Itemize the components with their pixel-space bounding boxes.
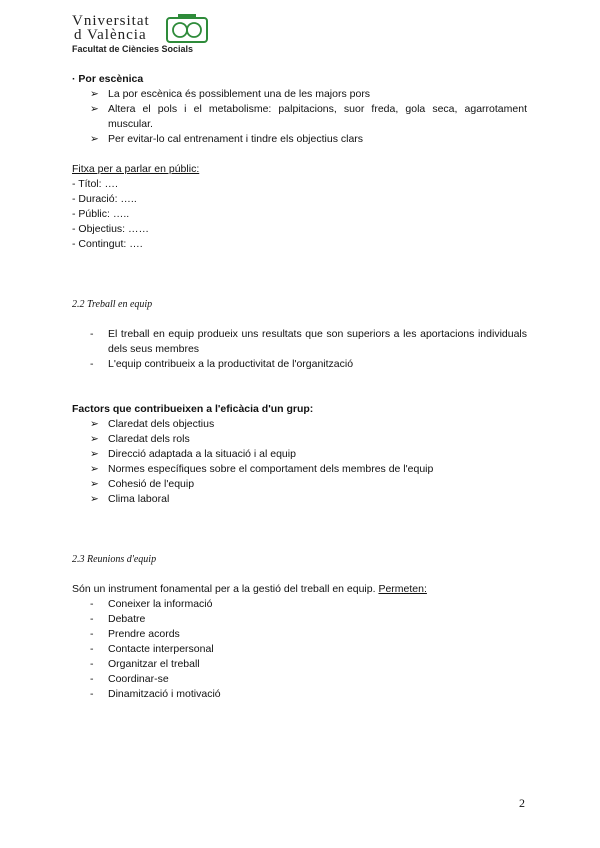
page-content bbox=[72, 72, 527, 702]
dash-bullet: - bbox=[90, 688, 94, 700]
page-number: 2 bbox=[519, 796, 525, 810]
permeten-label: Permeten: bbox=[378, 583, 427, 595]
treball-list bbox=[72, 327, 527, 372]
list-item: - Organitzar el treball bbox=[90, 658, 200, 670]
arrow-bullet-icon: ➢ bbox=[90, 448, 99, 460]
list-item: ➢ Normes específiques sobre el comportament dels membres de l'equip bbox=[90, 463, 434, 475]
logo-faculty: Facultat de Ciències Socials bbox=[72, 44, 194, 54]
dash-bullet: - bbox=[90, 613, 94, 625]
list-item: - El treball en equip produeix uns resultats que son superiors a les aportacions individuals dels seus membres bbox=[90, 328, 527, 355]
arrow-bullet-icon: ➢ bbox=[90, 493, 99, 505]
list-item: ➢ Cohesió de l'equip bbox=[90, 478, 195, 490]
dash-bullet: - bbox=[90, 658, 94, 670]
arrow-bullet-icon: ➢ bbox=[90, 88, 99, 100]
list-item: ➢ La por escènica és possiblement una de les majors pors bbox=[90, 88, 371, 100]
list-item: - Coordinar-se bbox=[90, 673, 169, 685]
list-item: ➢ Direcció adaptada a la situació i al equip bbox=[90, 448, 296, 460]
university-logo bbox=[72, 14, 222, 60]
dash-bullet: - bbox=[90, 328, 94, 340]
arrow-bullet-icon: ➢ bbox=[90, 433, 99, 445]
university-emblem-icon bbox=[166, 14, 208, 44]
arrow-bullet-icon: ➢ bbox=[90, 103, 99, 115]
fitxa-item: - Objectius: …… bbox=[72, 223, 150, 235]
list-item: - L'equip contribueix a la productivitat de l'organització bbox=[90, 358, 354, 370]
logo-line-1: Vniversitat bbox=[72, 13, 150, 29]
heading-treball-en-equip: 2.2 Treball en equip bbox=[72, 299, 153, 310]
heading-reunions: 2.3 Reunions d'equip bbox=[72, 554, 157, 565]
arrow-bullet-icon: ➢ bbox=[90, 463, 99, 475]
fitxa-item: - Títol: …. bbox=[72, 178, 118, 190]
arrow-bullet-icon: ➢ bbox=[90, 133, 99, 145]
dash-bullet: - bbox=[90, 673, 94, 685]
list-item: - Contacte interpersonal bbox=[90, 643, 214, 655]
list-item: ➢ Claredat dels rols bbox=[90, 433, 190, 445]
list-item: ➢ Claredat dels objectius bbox=[90, 418, 215, 430]
list-item: ➢ Altera el pols i el metabolisme: palpitacions, suor freda, gola seca, agarrotament muscular. bbox=[90, 103, 527, 130]
reunions-list bbox=[72, 597, 527, 702]
fitxa-item: - Contingut: …. bbox=[72, 238, 143, 250]
heading-por-escenica: · Por escènica bbox=[72, 73, 144, 85]
logo-line-2: d València bbox=[74, 27, 147, 43]
arrow-bullet-icon: ➢ bbox=[90, 478, 99, 490]
list-item: - Coneixer la informació bbox=[90, 598, 213, 610]
dash-bullet: - bbox=[90, 598, 94, 610]
dash-bullet: - bbox=[90, 358, 94, 370]
list-item: ➢ Per evitar-lo cal entrenament i tindre els objectius clars bbox=[90, 133, 364, 145]
fitxa-title: Fitxa per a parlar en públic: bbox=[72, 163, 200, 175]
fitxa-item: - Duració: ….. bbox=[72, 193, 137, 205]
list-item: ➢ Clima laboral bbox=[90, 493, 170, 505]
escenica-list bbox=[72, 87, 527, 147]
list-item: - Debatre bbox=[90, 613, 146, 625]
heading-factors: Factors que contribueixen a l'eficàcia d'un grup: bbox=[72, 403, 314, 415]
dash-bullet: - bbox=[90, 628, 94, 640]
list-item: - Prendre acords bbox=[90, 628, 180, 640]
reunions-intro: Són un instrument fonamental per a la gestió del treball en equip. Permeten: bbox=[72, 583, 427, 595]
list-item: - Dinamització i motivació bbox=[90, 688, 221, 700]
fitxa-item: - Públic: ….. bbox=[72, 208, 130, 220]
dash-bullet: - bbox=[90, 643, 94, 655]
arrow-bullet-icon: ➢ bbox=[90, 418, 99, 430]
factors-list bbox=[72, 417, 527, 507]
